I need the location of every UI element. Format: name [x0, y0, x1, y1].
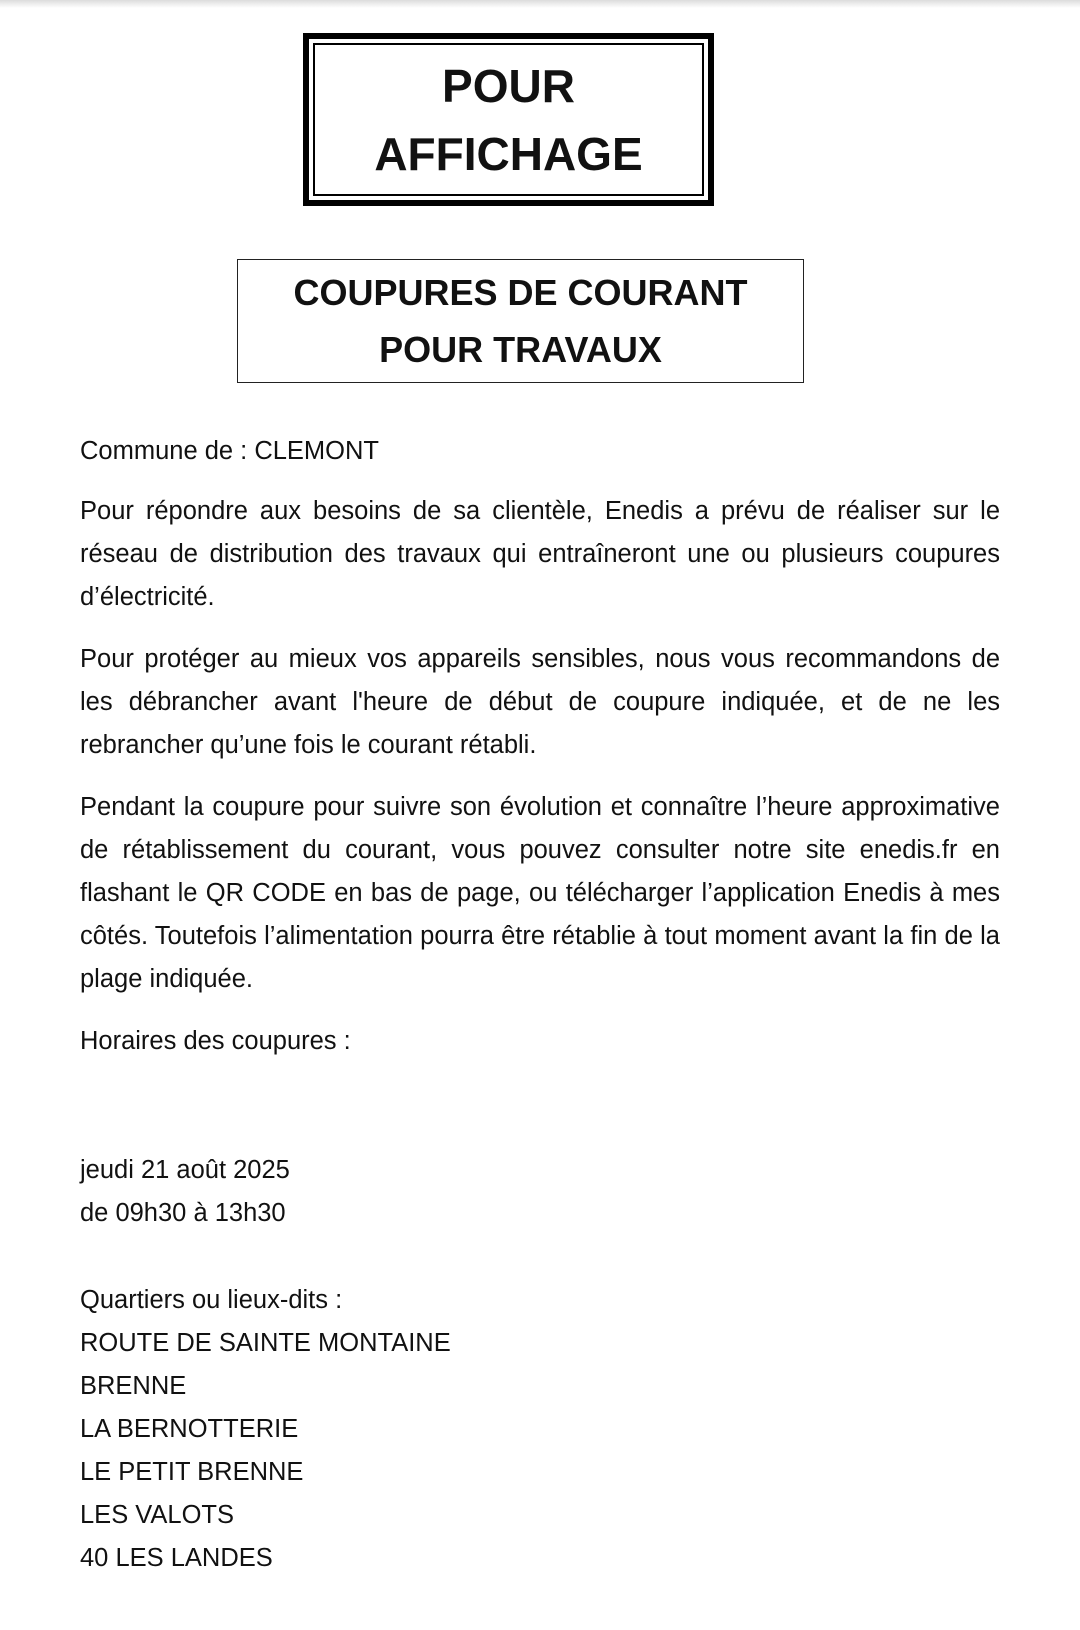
paragraph-protection: Pour protéger au mieux vos appareils sensibles, nous vous recommandons de les débrancher avant l'heure de début de coupure indiquée, et de ne les rebrancher qu’une fois le courant rétabli.: [80, 645, 1000, 759]
notice-label-inner: [313, 43, 704, 196]
notice-label-line1: POUR: [442, 59, 575, 112]
places-list: [80, 1279, 1000, 1580]
notice-label-line2: AFFICHAGE: [374, 127, 643, 180]
document-title-box: [237, 259, 804, 383]
paragraph-intro: Pour répondre aux besoins de sa clientèle, Enedis a prévu de réaliser sur le réseau de distribution des travaux qui entraîneront une ou plusieurs coupures d’électricité.: [80, 497, 1000, 611]
commune-line: Commune de : CLEMONT: [80, 437, 380, 465]
places-label: Quartiers ou lieux-dits :: [80, 1286, 343, 1314]
paragraph-tracking: Pendant la coupure pour suivre son évolution et connaître l’heure approximative de rétablissement du courant, vous pouvez consulter notre site enedis.fr en flashant le QR CODE en bas de page, ou télécharger l’application Enedis à mes côtés. Toutefois l’alimentation pourra être rétablie à tout moment avant la fin de la plage indiquée.: [80, 793, 1000, 993]
document-body: [80, 430, 1000, 1580]
schedule-date: jeudi 21 août 2025: [80, 1156, 290, 1184]
place-item: LES VALOTS: [80, 1501, 235, 1529]
schedule-time: de 09h30 à 13h30: [80, 1199, 286, 1227]
page-top-edge: [0, 0, 1080, 8]
place-item: 40 LES LANDES: [80, 1544, 273, 1572]
schedule-label: Horaires des coupures :: [80, 1027, 351, 1055]
document-title-line2: POUR TRAVAUX: [379, 329, 662, 370]
schedule-block: [80, 1149, 1000, 1235]
notice-label-box: [303, 33, 714, 206]
document-title-line1: COUPURES DE COURANT: [293, 272, 748, 313]
place-item: LA BERNOTTERIE: [80, 1415, 299, 1443]
place-item: ROUTE DE SAINTE MONTAINE: [80, 1329, 451, 1357]
place-item: LE PETIT BRENNE: [80, 1458, 304, 1486]
place-item: BRENNE: [80, 1372, 187, 1400]
